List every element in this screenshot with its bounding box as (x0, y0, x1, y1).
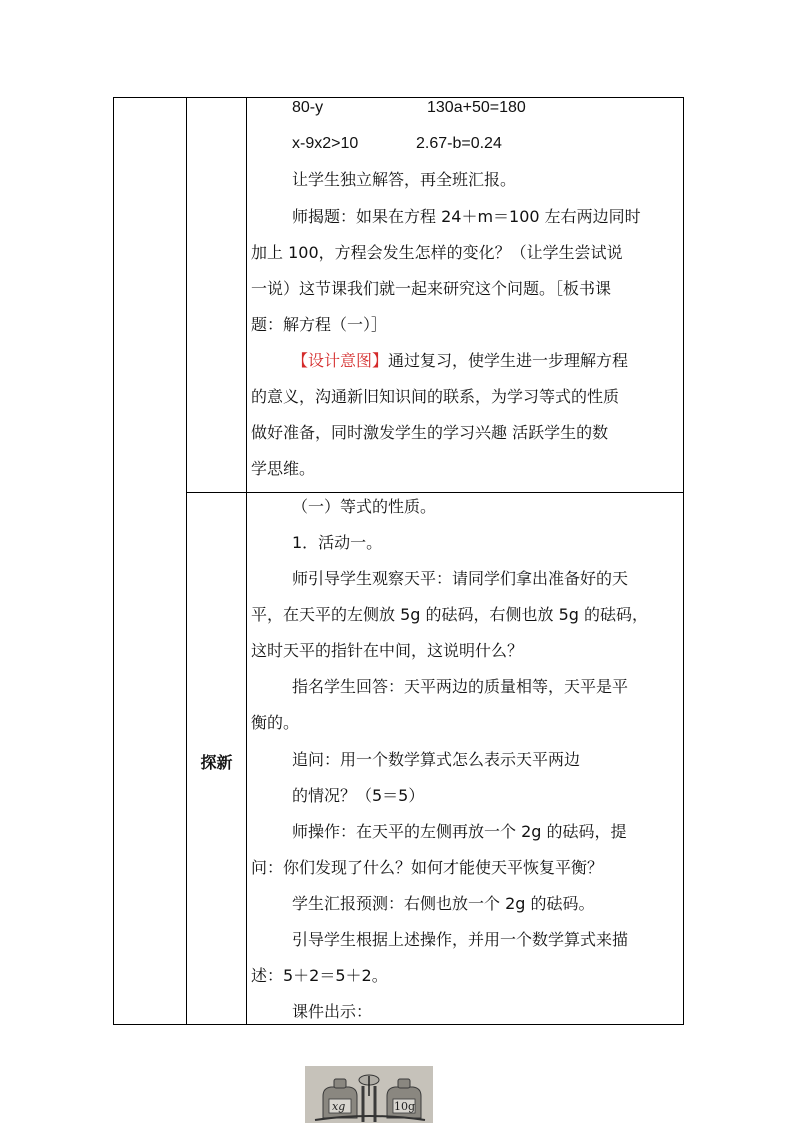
paragraph-line: 指名学生回答：天平两边的质量相等，天平是平 (292, 677, 629, 696)
expression-80-y: 80-y (292, 99, 324, 116)
paragraph-line: 述：5＋2＝5＋2。 (251, 966, 388, 985)
design-intent-tag: 【设计意图】 (292, 351, 389, 370)
design-intent-text: 通过复习，使学生进一步理解方程 (388, 351, 629, 370)
paragraph-line: 学思维。 (251, 459, 316, 478)
paragraph-line: 引导学生根据上述操作，并用一个数学算式来描 (292, 930, 629, 949)
paragraph-line: 让学生独立解答，再全班汇报。 (292, 170, 517, 189)
lesson-table (113, 97, 684, 1025)
paragraph-line: 问：你们发现了什么？如何才能使天平恢复平衡？ (251, 858, 604, 877)
paragraph-line: 课件出示： (292, 1002, 373, 1021)
table-column-divider-1 (186, 97, 187, 1025)
paragraph-line: 加上 100，方程会发生怎样的变化？（让学生尝试说 (251, 243, 623, 262)
balance-scale-figure (305, 1066, 433, 1123)
paragraph-line: 平，在天平的左侧放 5g 的砝码，右侧也放 5g 的砝码， (251, 605, 649, 624)
table-row-divider (186, 492, 684, 493)
equation-130a: 130a+50=180 (427, 99, 526, 116)
balance-scale-icon (305, 1066, 433, 1123)
paragraph-line: 这时天平的指针在中间，这说明什么？ (251, 641, 524, 660)
left-weight-label: xg (332, 1100, 346, 1113)
paragraph-line: 师揭题：如果在方程 24＋m＝100 左右两边同时 (292, 207, 641, 226)
table-column-divider-2 (246, 97, 247, 1025)
right-weight-label: 10g (394, 1100, 416, 1113)
paragraph-line: 追问：用一个数学算式怎么表示天平两边 (292, 750, 581, 769)
activity-heading: 1．活动一。 (292, 533, 383, 552)
equation-2-67: 2.67-b=0.24 (416, 135, 502, 152)
design-intent-paragraph (292, 351, 628, 371)
paragraph-line: 的情况？（5＝5） (292, 786, 425, 805)
paragraph-line: 师引导学生观察天平：请同学们拿出准备好的天 (292, 569, 629, 588)
section-label: 探新 (200, 753, 233, 772)
paragraph-line: 题：解方程（一）］ (251, 315, 388, 334)
paragraph-line: 一说）这节课我们就一起来研究这个问题。［板书课 (251, 279, 612, 298)
paragraph-line: 做好准备，同时激发学生的学习兴趣 活跃学生的数 (251, 423, 609, 442)
paragraph-line: 的意义，沟通新旧知识间的联系，为学习等式的性质 (251, 387, 620, 406)
section-title: （一）等式的性质。 (292, 497, 437, 516)
paragraph-line: 学生汇报预测：右侧也放一个 2g 的砝码。 (292, 894, 595, 913)
paragraph-line: 衡的。 (251, 713, 300, 732)
inequality-x: x-9x2>10 (292, 135, 359, 152)
paragraph-line: 师操作：在天平的左侧再放一个 2g 的砝码，提 (292, 822, 627, 841)
